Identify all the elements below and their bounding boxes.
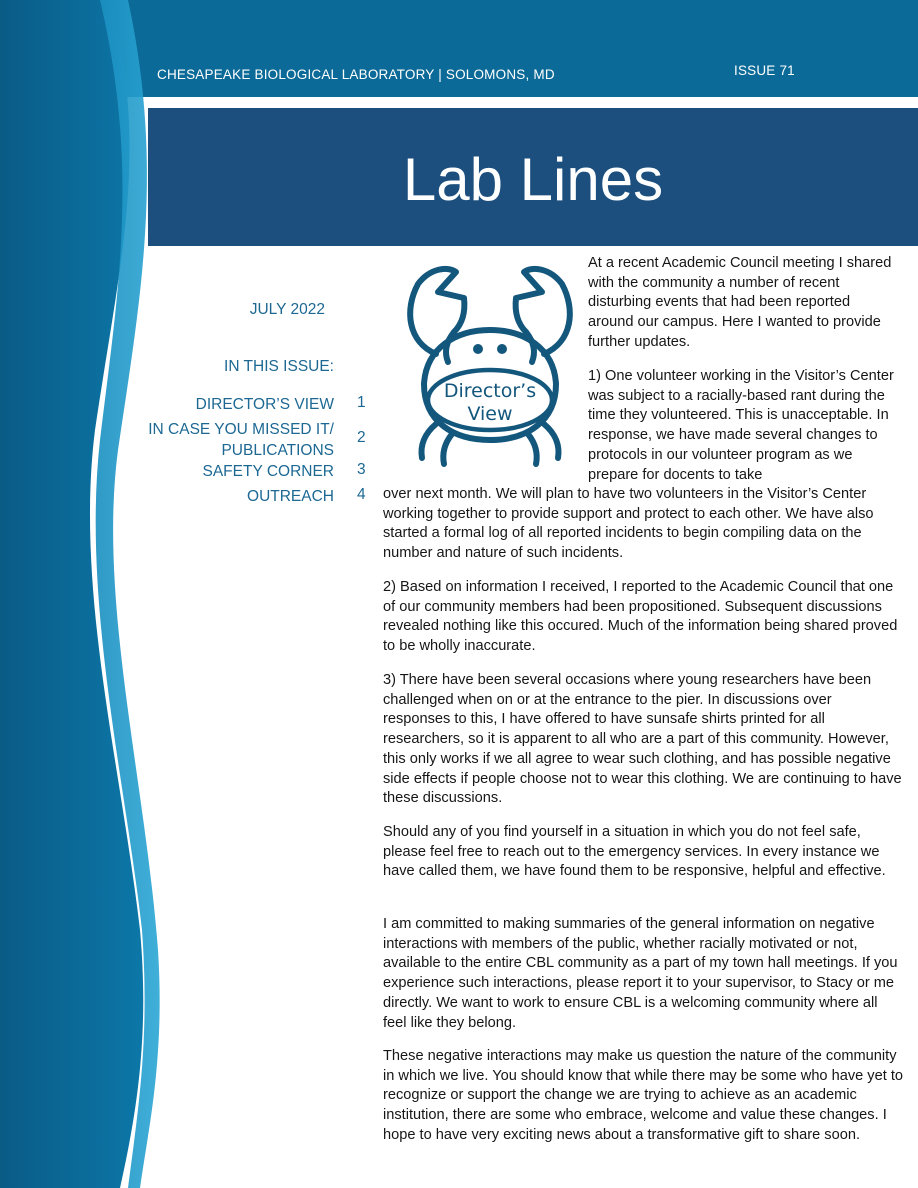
- article-paragraph: 3) There have been several occasions where young researchers have been challenged when on or at the entrance to the pier. In discussions over responses to this, I have offered to have sunsafe shirts printed for all researchers, so it is apparent to all who are a part of this community. However, this only works if we all agree to wear such clothing, and has possible negative side effects if people choose not to wear this clothing. We are continuing to have these discussions.: [383, 672, 902, 807]
- toc-page-4: 4: [357, 486, 366, 503]
- logo-text-directors: Director’s: [443, 380, 537, 402]
- article-paragraph: over next month. We will plan to have two volunteers in the Visitor’s Center working together to provide support and protect to each other. We have also started a formal log of all reported incidents to begin compiling data on the number and nature of such incidents.: [383, 486, 874, 562]
- logo-text-view: View: [467, 403, 513, 425]
- toc-item-directors-view[interactable]: DIRECTOR’S VIEW: [195, 396, 334, 413]
- lab-name: CHESAPEAKE BIOLOGICAL LABORATORY | SOLOMONS, MD: [157, 67, 555, 82]
- newsletter-title: Lab Lines: [402, 146, 664, 213]
- article-paragraph: 2) Based on information I received, I reported to the Academic Council that one of our community members had been propositioned. Subsequent discussions revealed nothing like this occured. Much of the information being shared proved to be wholly inaccurate.: [383, 579, 898, 655]
- article-paragraph: At a recent Academic Council meeting I shared with the community a number of recent disturbing events that had been reported around our campus. Here I wanted to provide further updates.: [588, 255, 892, 350]
- toc-item-in-case-you-missed-it[interactable]: [148, 419, 334, 461]
- toc-page-3: 3: [357, 461, 366, 478]
- issue-date: JULY 2022: [249, 301, 325, 318]
- issue-number: ISSUE 71: [734, 63, 795, 78]
- title-band: [148, 108, 918, 246]
- crab-icon: [396, 262, 584, 472]
- article-paragraph: I am committed to making summaries of the general information on negative interactions with members of the public, whether racially motivated or not, available to the entire CBL community as a part of my town hall meetings. If you experience such interactions, please report it to your supervisor, to Stacy or me directly. We want to work to ensure CBL is a welcoming community where all feel like they belong.: [383, 916, 898, 1031]
- toc-page-2: 2: [357, 429, 366, 446]
- toc-label-line: PUBLICATIONS: [221, 442, 334, 459]
- toc-label-line: IN CASE YOU MISSED IT/: [148, 421, 334, 438]
- article-paragraph: 1) One volunteer working in the Visitor’s Center was subject to a racially-based rant during the time they volunteered. This is unacceptable. In response, we have made several changes to protocols in our volunteer program as we prepare for docents to take: [588, 368, 894, 483]
- left-wave-dark: [0, 0, 143, 1188]
- toc-page-1: 1: [357, 394, 366, 411]
- article-paragraph: These negative interactions may make us question the nature of the community in which we live. You should know that while there may be some who have yet to recognize or support the change we are trying to achieve as an academic institution, there are some who embrace, welcome and value these changes. I hope to have very exciting news about a transformative gift to share soon.: [383, 1048, 903, 1143]
- toc-item-outreach[interactable]: OUTREACH: [247, 488, 334, 505]
- article-paragraph: Should any of you find yourself in a situation in which you do not feel safe, please feel free to reach out to the emergency services. In every instance we have called them, we have found them to be responsive, helpful and effective.: [383, 824, 886, 880]
- in-this-issue-heading: IN THIS ISSUE:: [224, 358, 334, 375]
- toc-item-safety-corner[interactable]: SAFETY CORNER: [202, 463, 334, 480]
